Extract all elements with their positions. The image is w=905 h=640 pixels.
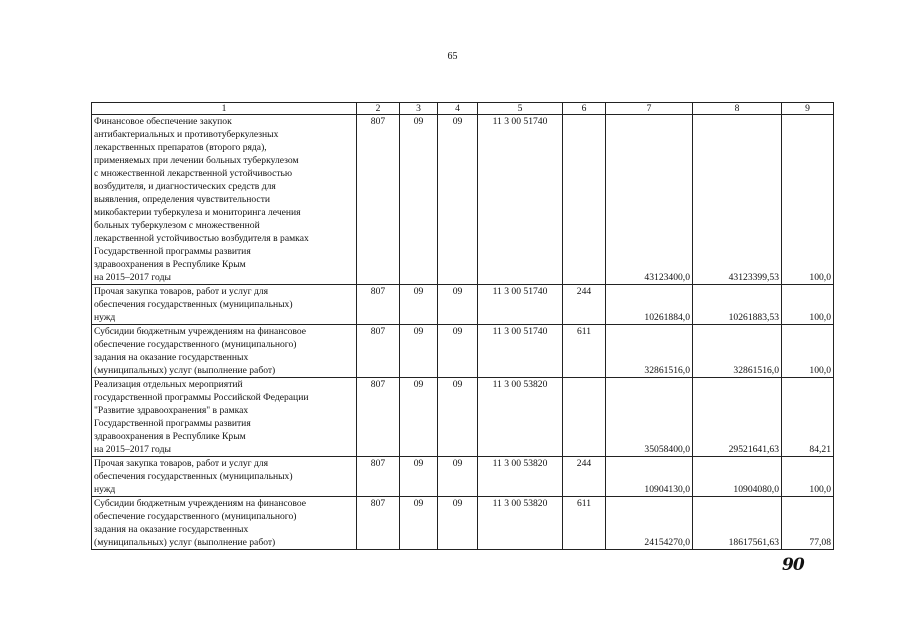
code-cell-expense-type: 244 bbox=[563, 285, 606, 325]
amount-cell-planned: 43123400,0 bbox=[606, 115, 693, 285]
header-cell: 6 bbox=[563, 103, 606, 115]
row-name-cell: Субсидии бюджетным учреждениям на финансовое обеспечение государственного (муниципального) задания на оказание государственных (муниципальных) услуг (выполнение работ) bbox=[92, 497, 357, 550]
percent-cell: 100,0 bbox=[782, 115, 834, 285]
code-cell-section: 09 bbox=[400, 457, 438, 497]
table-row bbox=[92, 325, 834, 378]
budget-table bbox=[91, 102, 834, 550]
code-cell-subsection: 09 bbox=[438, 497, 478, 550]
code-cell-target-article: 11 3 00 51740 bbox=[478, 285, 563, 325]
code-cell-target-article: 11 3 00 51740 bbox=[478, 115, 563, 285]
percent-cell: 100,0 bbox=[782, 285, 834, 325]
handwritten-page-mark: 90 bbox=[782, 555, 804, 575]
table-row bbox=[92, 378, 834, 457]
header-cell: 4 bbox=[438, 103, 478, 115]
amount-cell-executed: 10261883,53 bbox=[693, 285, 782, 325]
row-name-cell: Реализация отдельных мероприятий государственной программы Российской Федерации "Развитие здравоохранения" в рамках Государственной программы развития здравоохранения в Республике Крым на 2015–2017 годы bbox=[92, 378, 357, 457]
amount-cell-executed: 10904080,0 bbox=[693, 457, 782, 497]
code-cell-ministry: 807 bbox=[357, 115, 400, 285]
code-cell-subsection: 09 bbox=[438, 285, 478, 325]
row-name-cell: Финансовое обеспечение закупок антибактериальных и противотуберкулезных лекарственных препаратов (второго ряда), применяемых при лечении больных туберкулезом с множественной лекарственной устойчивостью возбудителя, и диагностических средств для выявления, определения чувствительности микобактерии туберкулеза и мониторинга лечения больных туберкулезом с множественной лекарственной устойчивостью возбудителя в рамках Государственной программы развития здравоохранения в Республике Крым на 2015–2017 годы bbox=[92, 115, 357, 285]
code-cell-ministry: 807 bbox=[357, 325, 400, 378]
table-row bbox=[92, 457, 834, 497]
code-cell-section: 09 bbox=[400, 115, 438, 285]
table-row bbox=[92, 497, 834, 550]
header-cell: 7 bbox=[606, 103, 693, 115]
code-cell-ministry: 807 bbox=[357, 457, 400, 497]
amount-cell-executed: 43123399,53 bbox=[693, 115, 782, 285]
table-row bbox=[92, 115, 834, 285]
header-cell: 8 bbox=[693, 103, 782, 115]
code-cell-ministry: 807 bbox=[357, 497, 400, 550]
amount-cell-planned: 10904130,0 bbox=[606, 457, 693, 497]
amount-cell-executed: 32861516,0 bbox=[693, 325, 782, 378]
code-cell-section: 09 bbox=[400, 378, 438, 457]
amount-cell-planned: 10261884,0 bbox=[606, 285, 693, 325]
code-cell-target-article: 11 3 00 53820 bbox=[478, 497, 563, 550]
code-cell-subsection: 09 bbox=[438, 378, 478, 457]
code-cell-expense-type bbox=[563, 115, 606, 285]
code-cell-ministry: 807 bbox=[357, 285, 400, 325]
code-cell-expense-type: 611 bbox=[563, 497, 606, 550]
code-cell-subsection: 09 bbox=[438, 325, 478, 378]
row-name-cell: Прочая закупка товаров, работ и услуг для обеспечения государственных (муниципальных) нужд bbox=[92, 457, 357, 497]
code-cell-expense-type: 244 bbox=[563, 457, 606, 497]
code-cell-subsection: 09 bbox=[438, 457, 478, 497]
code-cell-section: 09 bbox=[400, 285, 438, 325]
code-cell-target-article: 11 3 00 53820 bbox=[478, 378, 563, 457]
code-cell-expense-type: 611 bbox=[563, 325, 606, 378]
amount-cell-planned: 32861516,0 bbox=[606, 325, 693, 378]
table-row bbox=[92, 285, 834, 325]
row-name-cell: Прочая закупка товаров, работ и услуг для обеспечения государственных (муниципальных) нужд bbox=[92, 285, 357, 325]
header-cell: 9 bbox=[782, 103, 834, 115]
percent-cell: 77,08 bbox=[782, 497, 834, 550]
code-cell-expense-type bbox=[563, 378, 606, 457]
amount-cell-executed: 29521641,63 bbox=[693, 378, 782, 457]
header-row bbox=[92, 103, 834, 115]
code-cell-target-article: 11 3 00 51740 bbox=[478, 325, 563, 378]
percent-cell: 84,21 bbox=[782, 378, 834, 457]
amount-cell-planned: 24154270,0 bbox=[606, 497, 693, 550]
amount-cell-executed: 18617561,63 bbox=[693, 497, 782, 550]
header-cell: 5 bbox=[478, 103, 563, 115]
row-name-cell: Субсидии бюджетным учреждениям на финансовое обеспечение государственного (муниципального) задания на оказание государственных (муниципальных) услуг (выполнение работ) bbox=[92, 325, 357, 378]
header-cell: 1 bbox=[92, 103, 357, 115]
header-cell: 2 bbox=[357, 103, 400, 115]
amount-cell-planned: 35058400,0 bbox=[606, 378, 693, 457]
code-cell-target-article: 11 3 00 53820 bbox=[478, 457, 563, 497]
page-number: 65 bbox=[447, 51, 458, 62]
code-cell-section: 09 bbox=[400, 497, 438, 550]
percent-cell: 100,0 bbox=[782, 457, 834, 497]
header-cell: 3 bbox=[400, 103, 438, 115]
code-cell-section: 09 bbox=[400, 325, 438, 378]
code-cell-subsection: 09 bbox=[438, 115, 478, 285]
percent-cell: 100,0 bbox=[782, 325, 834, 378]
code-cell-ministry: 807 bbox=[357, 378, 400, 457]
